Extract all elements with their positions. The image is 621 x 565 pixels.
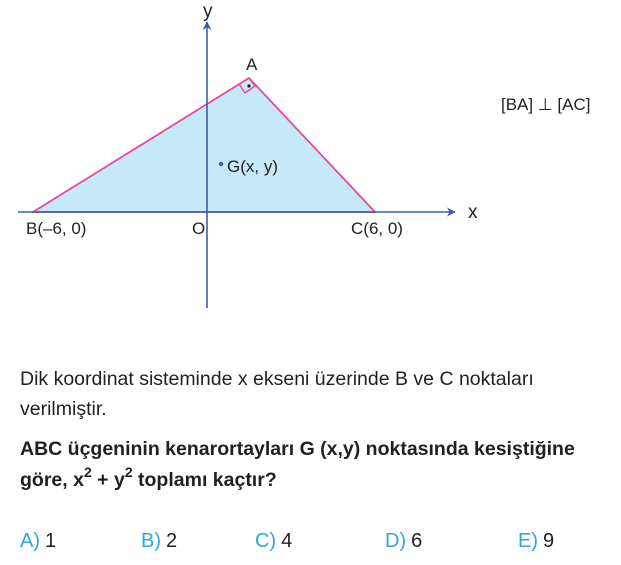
prompt-plus-text: + y xyxy=(91,469,125,491)
exponent-x: 2 xyxy=(83,464,92,480)
option-a[interactable] xyxy=(20,530,56,553)
option-b-letter: B) xyxy=(141,530,161,552)
exponent-y: 2 xyxy=(124,464,133,480)
x-axis-label: x xyxy=(468,202,478,223)
centroid-label: G(x, y) xyxy=(227,157,278,176)
prompt-end-text: toplamı kaçtır? xyxy=(132,469,277,491)
y-axis-label: y xyxy=(203,1,213,22)
answer-options xyxy=(0,530,621,560)
perpendicular-condition: [BA] ⊥ [AC] xyxy=(501,95,591,114)
option-c-letter: C) xyxy=(255,530,277,552)
centroid-point xyxy=(219,162,223,166)
point-c-label: C(6, 0) xyxy=(351,219,403,238)
option-c-value: 4 xyxy=(281,530,293,552)
question-prompt xyxy=(20,434,615,496)
origin-label: O xyxy=(192,219,206,238)
option-e-letter: E) xyxy=(518,530,538,552)
option-b-value: 2 xyxy=(166,530,178,552)
option-d-letter: D) xyxy=(385,530,407,552)
option-d[interactable] xyxy=(385,530,422,553)
point-a-label: A xyxy=(246,55,258,74)
point-b-label: B(–6, 0) xyxy=(26,219,87,238)
triangle-abc xyxy=(33,78,375,212)
question-intro: Dik koordinat sisteminde x ekseni üzerinde B ve C noktaları verilmiştir. xyxy=(20,368,534,420)
option-c[interactable] xyxy=(255,530,292,553)
option-b[interactable] xyxy=(141,530,177,553)
question-block xyxy=(20,364,615,496)
option-e[interactable] xyxy=(518,530,554,553)
option-e-value: 9 xyxy=(543,530,555,552)
option-d-value: 6 xyxy=(411,530,423,552)
option-a-letter: A) xyxy=(20,530,40,552)
option-a-value: 1 xyxy=(45,530,57,552)
prompt-main-text: ABC üçgeninin kenarortayları G (x,y) noktasında kesiştiğine göre, x xyxy=(20,438,575,491)
